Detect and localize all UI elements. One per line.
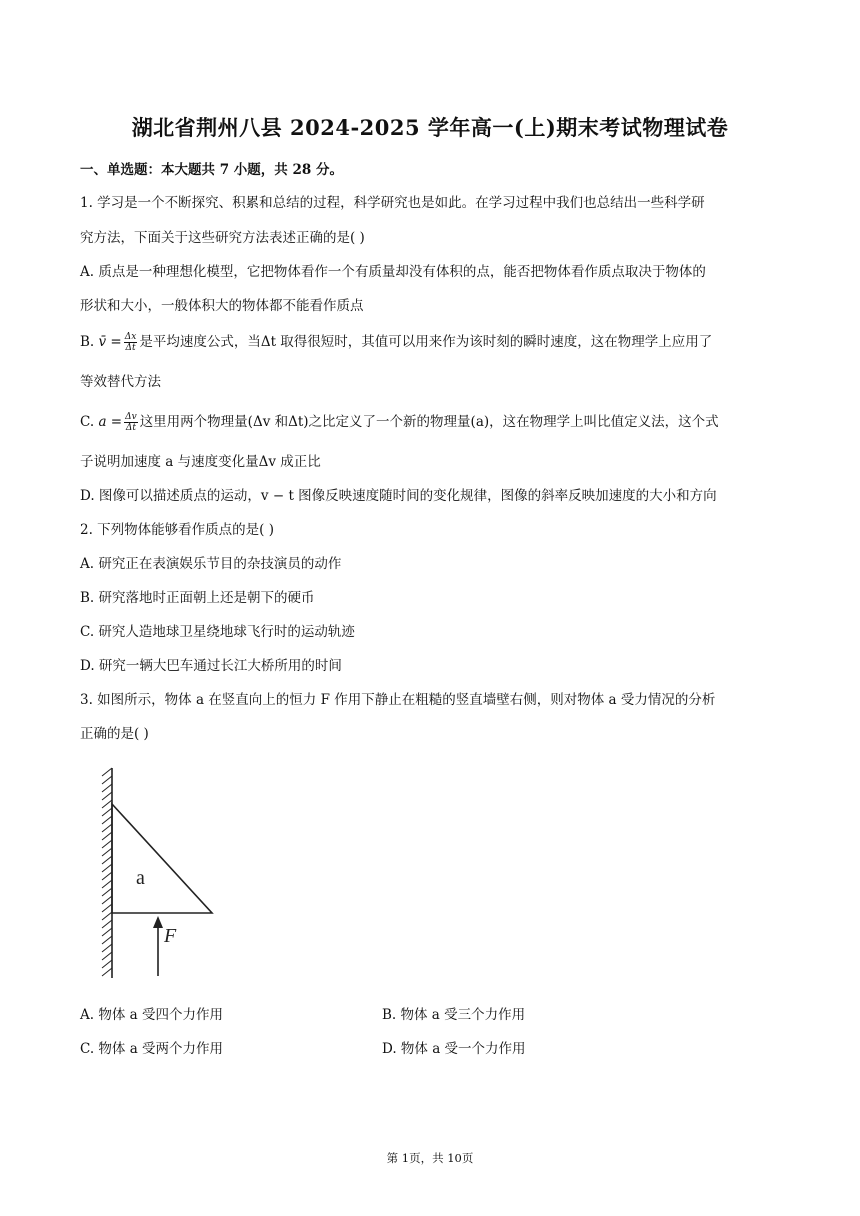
q3-option-b: B. 物体 a 受三个力作用 — [382, 1007, 526, 1023]
wall-block-figure — [96, 766, 220, 980]
q3-option-d: D. 物体 a 受一个力作用 — [382, 1041, 526, 1057]
fraction-denominator: Δt — [125, 423, 136, 433]
q1-stem-line1: 1. 学习是一个不断探究、积累和总结的过程，科学研究也是如此。在学习过程中我们也总结出一些科学研 — [80, 195, 705, 211]
q3-stem-line2: 正确的是( ) — [80, 726, 149, 742]
page-title: 湖北省荆州八县 2024-2025 学年高一(上)期末考试物理试卷 — [131, 115, 729, 140]
force-diagram — [96, 766, 220, 980]
fraction-dv-dt — [124, 412, 138, 433]
force-arrow-head — [153, 916, 163, 928]
section-heading: 一、单选题：本大题共 7 小题，共 28 分。 — [80, 162, 343, 178]
fraction-numerator: Δx — [124, 332, 137, 342]
q1-option-b-line1 — [80, 330, 712, 353]
q2-option-d: D. 研究一辆大巴车通过长江大桥所用的时间 — [80, 658, 342, 674]
q3-option-c: C. 物体 a 受两个力作用 — [80, 1041, 224, 1057]
triangle-block — [112, 804, 212, 913]
q1-option-c-line2: 子说明加速度 a 与速度变化量Δv 成正比 — [80, 454, 321, 470]
q1-option-a-line1: A. 质点是一种理想化模型，它把物体看作一个有质量却没有体积的点，能否把物体看作质点取决于物体的 — [80, 264, 706, 280]
force-label: F — [164, 925, 177, 947]
option-b-text: 是平均速度公式，当Δt 取得很短时，其值可以用来作为该时刻的瞬时速度，这在物理学上应用了 — [139, 334, 713, 350]
q2-stem: 2. 下列物体能够看作质点的是( ) — [80, 522, 274, 538]
average-velocity-symbol: v̄ = — [98, 334, 122, 350]
fraction-denominator: Δt — [125, 343, 136, 353]
q1-option-a-line2: 形状和大小，一般体积大的物体都不能看作质点 — [80, 298, 364, 314]
fraction-dx-dt — [124, 332, 138, 353]
page-footer: 第 1页，共 10页 — [386, 1151, 474, 1165]
option-c-label: C. — [80, 414, 99, 430]
option-b-label: B. — [80, 334, 99, 350]
fraction-numerator: Δv — [125, 412, 137, 422]
option-c-text: 这里用两个物理量(Δv 和Δt)之比定义了一个新的物理量(a)，这在物理学上叫比值定义法，这个式 — [139, 414, 719, 430]
q1-stem-line2: 究方法，下面关于这些研究方法表述正确的是( ) — [80, 230, 365, 246]
q2-option-a: A. 研究正在表演娱乐节目的杂技演员的动作 — [80, 556, 342, 572]
q1-option-c-line1 — [80, 410, 719, 433]
q3-stem-line1: 3. 如图所示，物体 a 在竖直向上的恒力 F 作用下静止在粗糙的竖直墙壁右侧，则对物体 a 受力情况的分析 — [80, 692, 716, 708]
q1-option-b-line2: 等效替代方法 — [80, 374, 161, 390]
block-label: a — [136, 867, 145, 889]
q2-option-b: B. 研究落地时正面朝上还是朝下的硬币 — [80, 590, 315, 606]
q3-option-a: A. 物体 a 受四个力作用 — [80, 1007, 223, 1023]
acceleration-symbol: a = — [98, 414, 123, 430]
q2-option-c: C. 研究人造地球卫星绕地球飞行时的运动轨迹 — [80, 624, 355, 640]
q1-option-d: D. 图像可以描述质点的运动，v − t 图像反映速度随时间的变化规律，图像的斜率反映加速度的大小和方向 — [80, 488, 717, 504]
wall-hatching — [102, 768, 112, 978]
